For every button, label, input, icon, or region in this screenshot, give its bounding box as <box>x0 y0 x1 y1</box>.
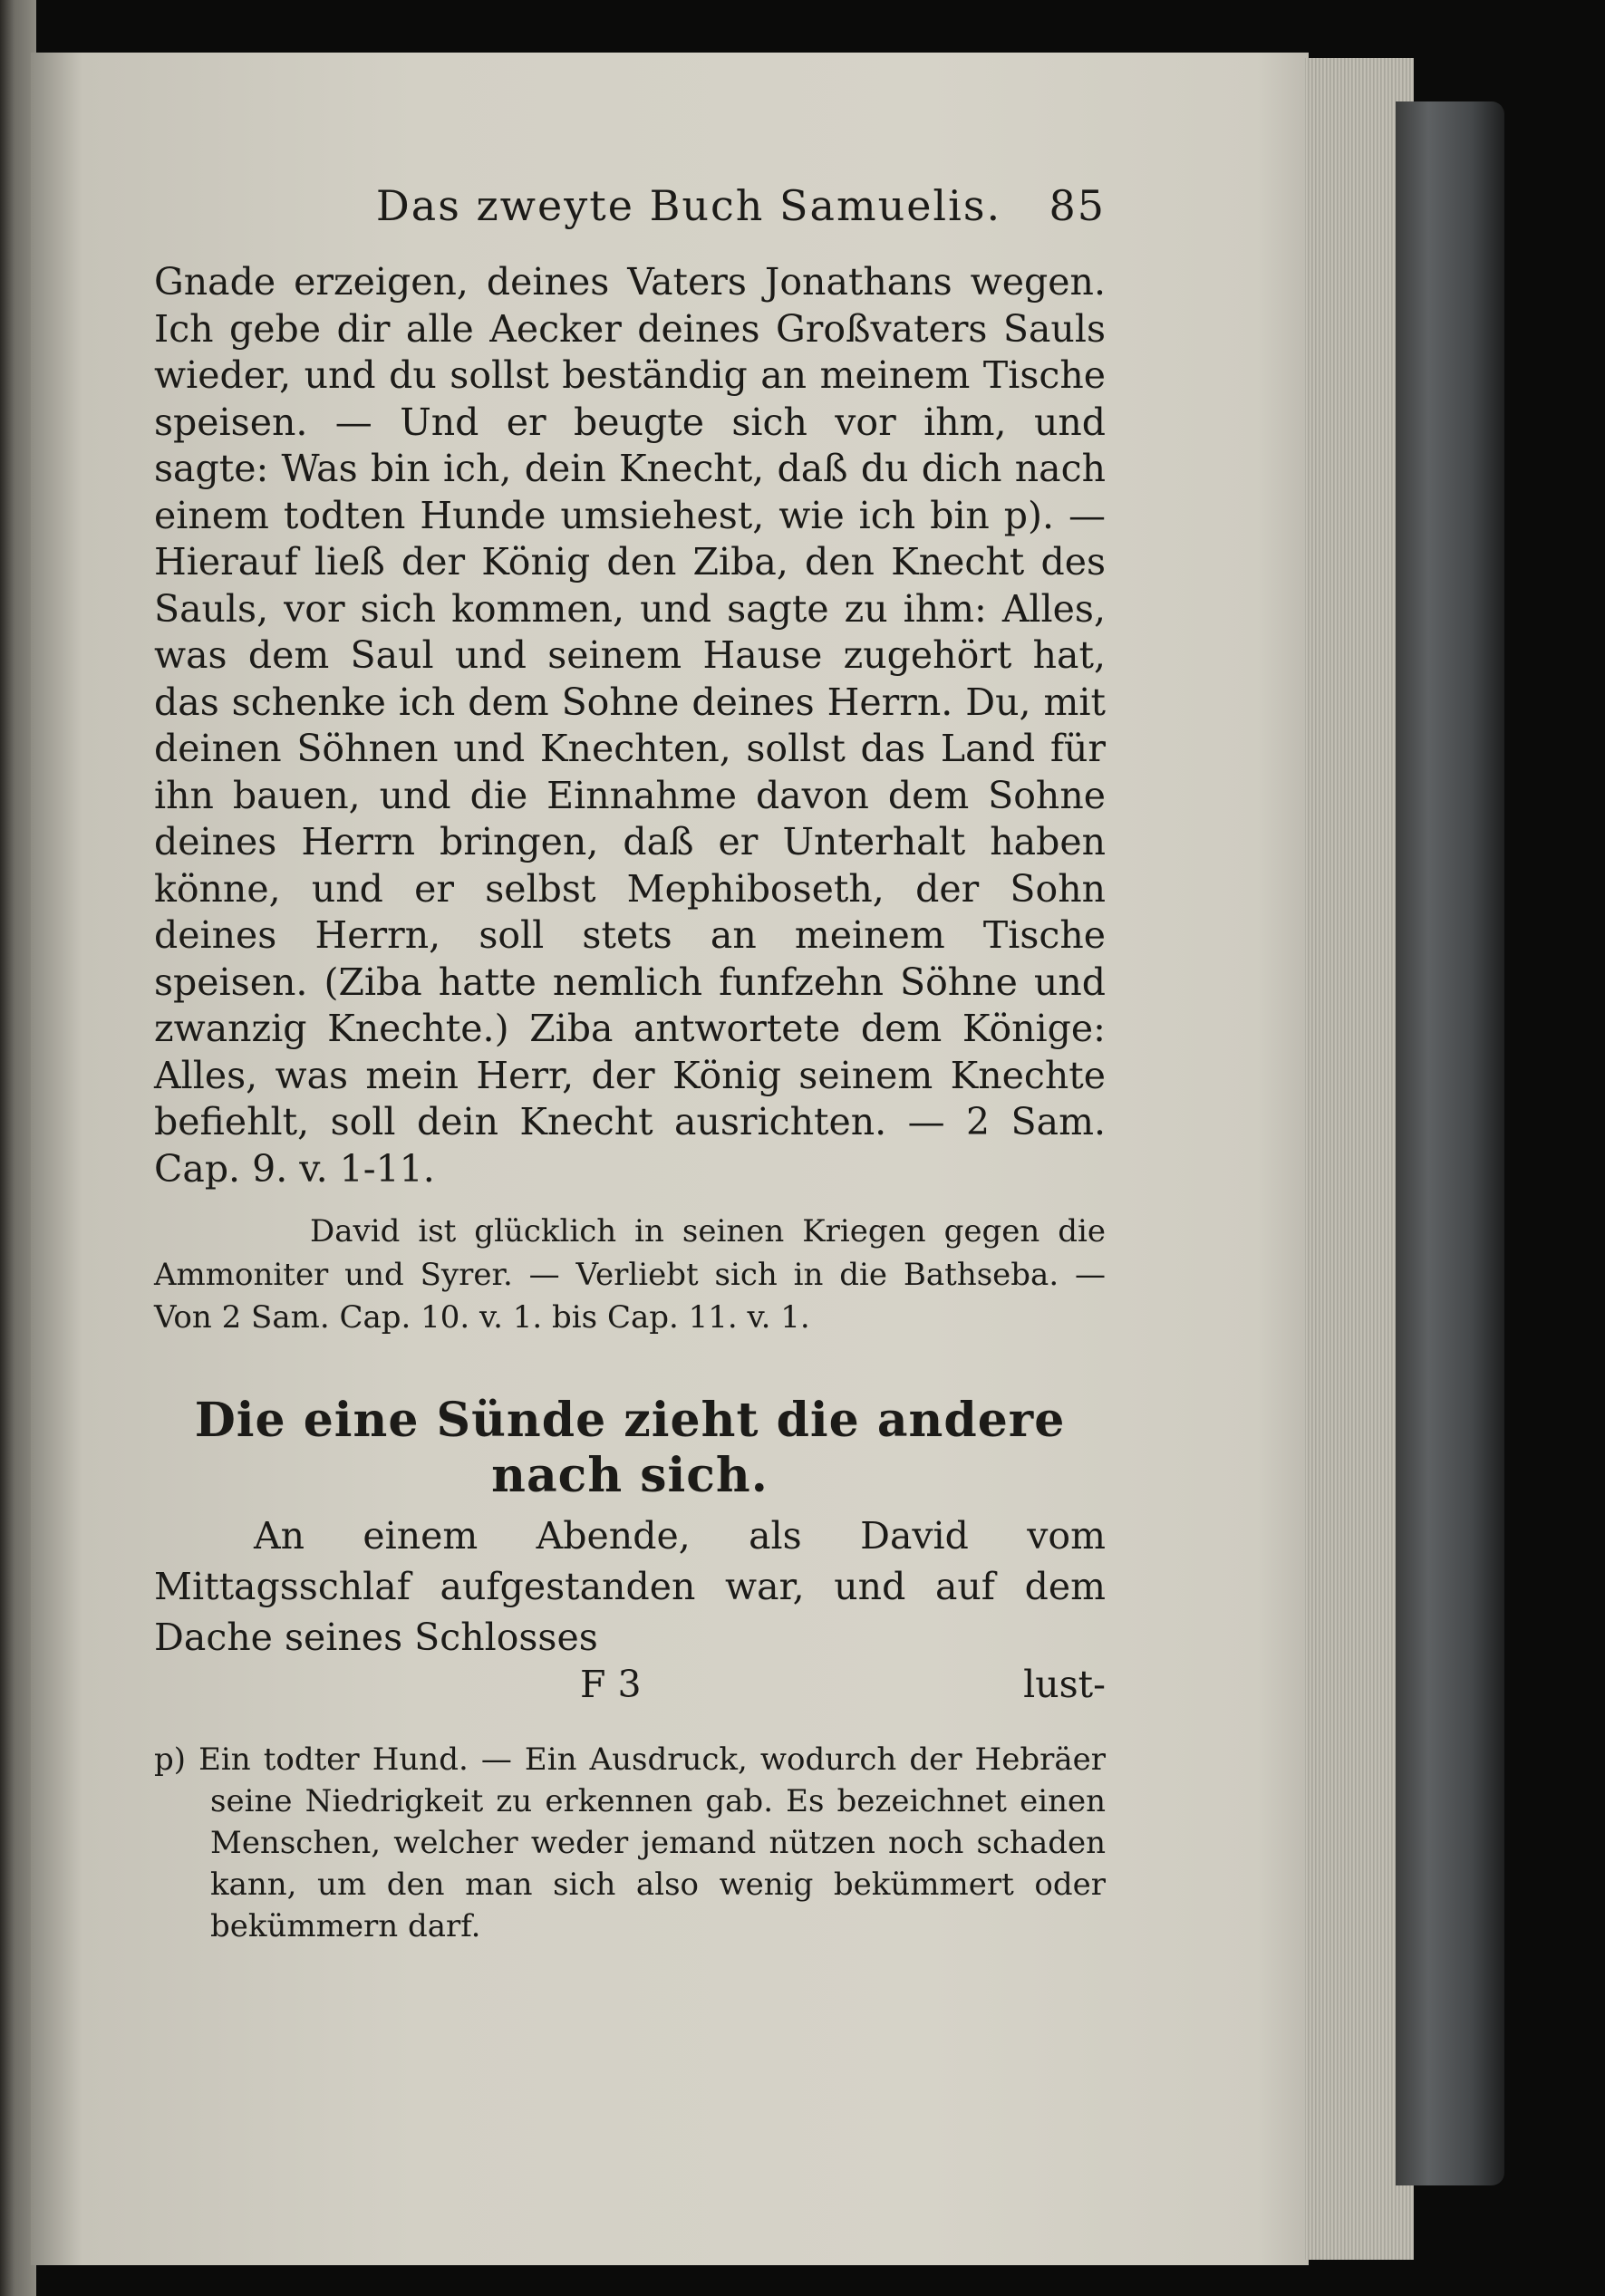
page-number: 85 <box>1049 181 1106 230</box>
chapter-summary: David ist glücklich in seinen Kriegen gegen die Ammoniter und Syrer. — Verliebt sich in die Bathseba. — Von 2 Sam. Cap. 10. v. 1. bis Cap. 11. v. 1. <box>154 1213 1106 1336</box>
running-title: Das zweyte Buch Samuelis. <box>375 181 1002 230</box>
signature-row <box>580 1663 1106 1713</box>
section-title: Die eine Sünde zieht die andere nach sich. <box>194 1392 1066 1503</box>
book-cover <box>1396 101 1504 2185</box>
signature-mark: F 3 <box>580 1662 642 1706</box>
catchword: lust- <box>1023 1662 1106 1706</box>
main-text: Gnade erzeigen, deines Vaters Jonathans wegen. Ich gebe dir alle Aecker deines Großvaters Sauls wieder, und du sollst beständig an meinem Tische speisen. — Und er beugte sich vor ihm, und sagte: Was bin ich, dein Knecht, daß du dich nach einem todten Hunde umsiehest, wie ich bin p). — Hierauf ließ der König den Ziba, den Knecht des Sauls, vor sich kommen, und sagte zu ihm: Alles, was dem Saul und seinem Hause zugehört hat, das schenke ich dem Sohne deines Herrn. Du, mit deinen Söhnen und Knechten, sollst das Land für ihn bauen, und die Einnahme davon dem Sohne deines Herrn bringen, daß er Unterhalt haben könne, und er selbst Mephiboseth, der Sohn deines Herrn, soll stets an meinem Tische speisen. (Ziba hatte nemlich funfzehn Söhne und zwanzig Knechte.) Ziba antwortete dem Könige: Alles, was mein Herr, der König seinem Knechte befiehlt, soll dein Knecht ausrichten. — 2 Sam. Cap. 9. v. 1-11. <box>154 260 1106 1191</box>
section-text: An einem Abende, als David vom Mittagsschlaf aufgestanden war, und auf dem Dache seines Schlosses <box>154 1513 1106 1659</box>
page-text-area <box>154 181 1106 1947</box>
page-header <box>154 181 1106 254</box>
footnote: p) Ein todter Hund. — Ein Ausdruck, wodurch der Hebräer seine Niedrigkeit zu erkennen gab. Es bezeichnet einen Menschen, welcher weder jemand nützen noch schaden kann, um den man sich also wenig bekümmert oder bekümmern darf. <box>154 1741 1106 1944</box>
